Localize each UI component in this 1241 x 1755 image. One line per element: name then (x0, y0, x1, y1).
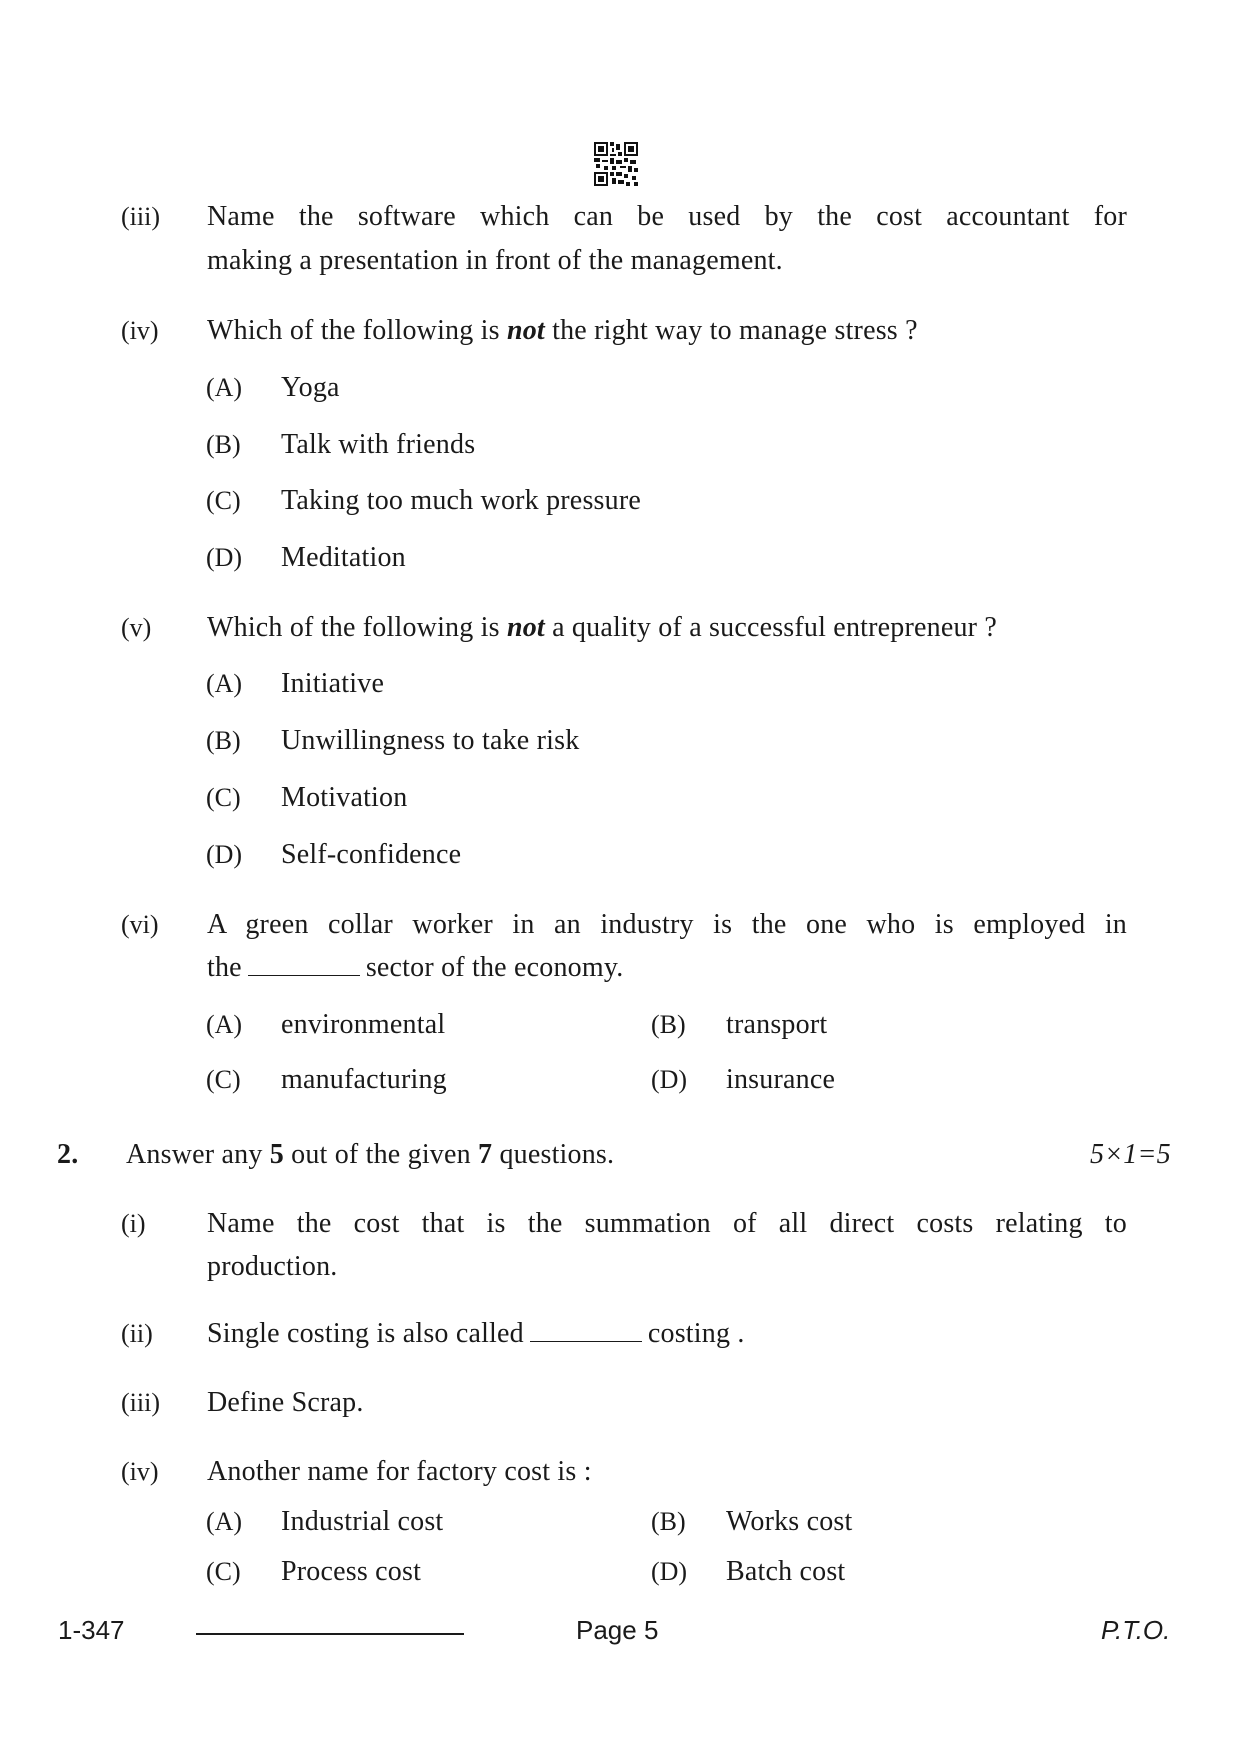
q1-v-option-b-text: Unwillingness to take risk (281, 725, 580, 756)
q1-iv-question: Which of the following is not the right way to manage stress ? (207, 315, 918, 346)
q1-vi-option-d-text: insurance (726, 1064, 836, 1095)
q1-vi-option-a-text: environmental (281, 1009, 446, 1040)
q2-instruction: Answer any 5 out of the given 7 questions. (126, 1139, 615, 1170)
q2-iv-option-b-label: (B) (651, 1507, 686, 1536)
paper-code: 1-347 (58, 1615, 125, 1645)
pto-label: P.T.O. (1101, 1615, 1171, 1645)
q1-v-option-a-label: (A) (206, 669, 243, 698)
q1-v-option-c-text: Motivation (281, 782, 408, 813)
q2-i-number: (i) (121, 1209, 146, 1238)
q2-iv-option-a-label: (A) (206, 1507, 243, 1536)
q1-vi-number: (vi) (121, 910, 159, 939)
q1-iv-option-b-label: (B) (206, 430, 241, 459)
q2-iv-option-d-text: Batch cost (726, 1556, 846, 1587)
qr-code (594, 142, 638, 186)
q1-v-option-d-label: (D) (206, 840, 243, 869)
q1-vi-text-line2: the sector of the economy. (207, 952, 624, 983)
q1-v-question: Which of the following is not a quality of a successful entrepreneur ? (207, 612, 998, 643)
q1-iii-number: (iii) (121, 202, 160, 231)
q2-iv-option-b-text: Works cost (726, 1506, 853, 1537)
q1-iv-option-d-text: Meditation (281, 542, 406, 573)
q2-number: 2. (57, 1139, 79, 1170)
q1-iv-number: (iv) (121, 316, 159, 345)
q1-vi-option-d-label: (D) (651, 1065, 688, 1094)
q2-iii-number: (iii) (121, 1388, 160, 1417)
q1-iv-option-b-text: Talk with friends (281, 429, 476, 460)
q1-v-option-b-label: (B) (206, 726, 241, 755)
q2-ii-number: (ii) (121, 1319, 153, 1348)
q1-iii-text-line2: making a presentation in front of the management. (207, 245, 783, 276)
page-number: Page 5 (576, 1615, 659, 1645)
q2-i-text-line1: Name the cost that is the summation of all direct costs relating to (207, 1208, 1127, 1239)
q2-i-text-line2: production. (207, 1251, 338, 1282)
fill-in-blank (530, 1321, 642, 1342)
q1-vi-option-c-label: (C) (206, 1065, 241, 1094)
q2-iv-option-c-text: Process cost (281, 1556, 422, 1587)
q2-iv-number: (iv) (121, 1457, 159, 1486)
q2-ii-text: Single costing is also called costing . (207, 1318, 745, 1349)
q2-iv-option-c-label: (C) (206, 1557, 241, 1586)
q1-vi-option-c-text: manufacturing (281, 1064, 447, 1095)
q2-iv-text: Another name for factory cost is : (207, 1456, 592, 1487)
q1-iv-option-a-label: (A) (206, 373, 243, 402)
q1-vi-text-line1: A green collar worker in an industry is the one who is employed in (207, 909, 1127, 940)
q2-iii-text: Define Scrap. (207, 1387, 364, 1418)
q1-v-option-c-label: (C) (206, 783, 241, 812)
q2-iv-option-d-label: (D) (651, 1557, 688, 1586)
q1-iv-option-d-label: (D) (206, 543, 243, 572)
q1-v-number: (v) (121, 613, 152, 642)
fill-in-blank (248, 955, 360, 976)
q1-vi-option-a-label: (A) (206, 1010, 243, 1039)
q1-vi-option-b-label: (B) (651, 1010, 686, 1039)
q2-iv-option-a-text: Industrial cost (281, 1506, 444, 1537)
q1-v-option-d-text: Self-confidence (281, 839, 462, 870)
q1-v-option-a-text: Initiative (281, 668, 385, 699)
q2-marks: 5×1=5 (1090, 1139, 1171, 1170)
q1-iv-option-a-text: Yoga (281, 372, 340, 403)
q1-vi-option-b-text: transport (726, 1009, 828, 1040)
footer-rule (196, 1633, 464, 1635)
q1-iv-option-c-text: Taking too much work pressure (281, 485, 641, 516)
q1-iii-text-line1: Name the software which can be used by the cost accountant for (207, 201, 1127, 232)
q1-iv-option-c-label: (C) (206, 486, 241, 515)
